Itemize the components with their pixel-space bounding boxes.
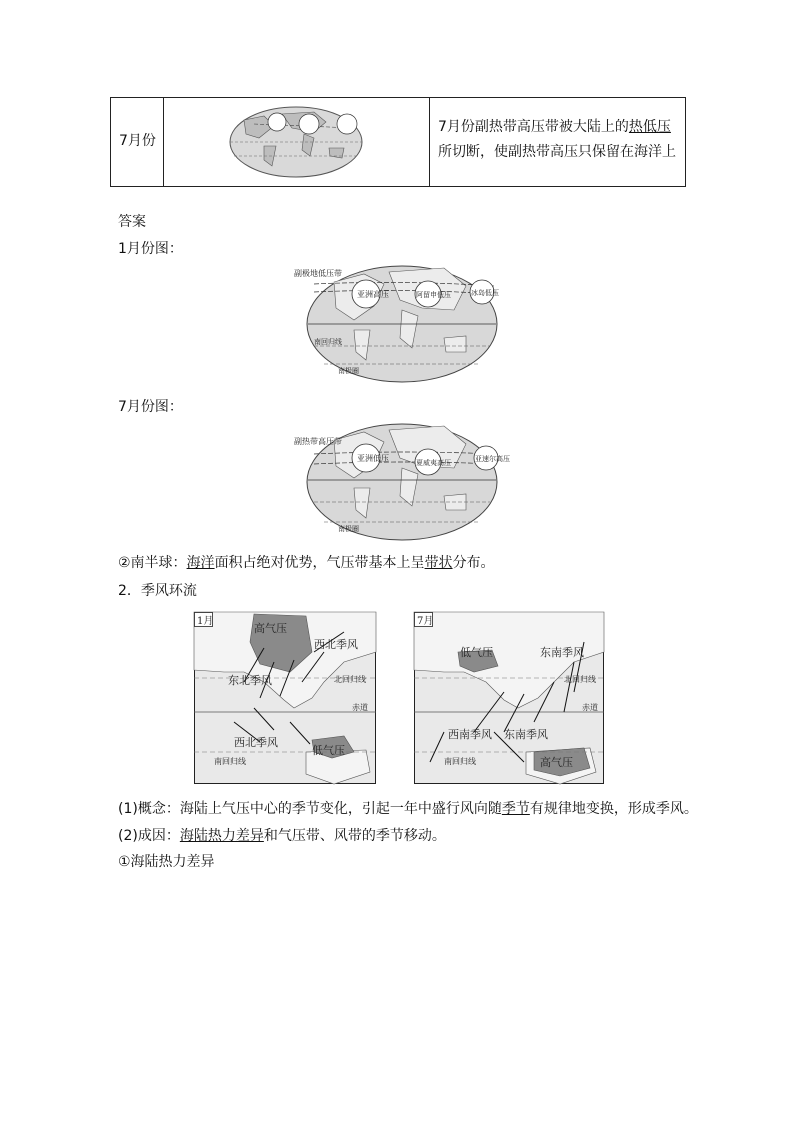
monsoon-jan-map bbox=[194, 612, 376, 784]
jan-south-pole-label: 南极圈 bbox=[338, 367, 359, 375]
monsoon-jul-tropic-n: 北回归线 bbox=[564, 675, 596, 684]
month-cell bbox=[111, 98, 164, 186]
southern-prefix: ②南半球： bbox=[118, 555, 187, 571]
concept-suffix: 有规律地变换，形成季风。 bbox=[529, 801, 698, 817]
jul-subtropical-label: 副热带高压带 bbox=[294, 437, 342, 446]
jan-tropic-label: 南回归线 bbox=[314, 338, 342, 346]
monsoon-jul-se2: 东南季风 bbox=[504, 728, 548, 741]
monsoon-jul-se: 东南季风 bbox=[540, 646, 584, 659]
desc-part-2: 所切断，使副热带高压只保留在海洋上 bbox=[438, 144, 676, 160]
southern-underline-band: 带状 bbox=[424, 555, 453, 571]
monsoon-jan-nw2: 西北季风 bbox=[234, 736, 278, 749]
monsoon-jul-low: 低气压 bbox=[460, 646, 493, 659]
cause-item-1: ①海陆热力差异 bbox=[118, 854, 215, 870]
month-label: 7月份 bbox=[119, 133, 156, 149]
monsoon-jan-equator: 赤道 bbox=[352, 703, 368, 712]
cause-suffix: 和气压带、风带的季节移动。 bbox=[263, 828, 446, 844]
jul-south-pole-label: 南极圈 bbox=[338, 525, 359, 533]
monsoon-jan-tag: 1月 bbox=[197, 616, 214, 627]
monsoon-jan-high: 高气压 bbox=[254, 622, 287, 635]
southern-mid: 面积占绝对优势，气压带基本上呈 bbox=[214, 555, 425, 571]
monsoon-jul-sw: 西南季风 bbox=[448, 728, 492, 741]
cause-underline: 海陆热力差异 bbox=[179, 828, 264, 844]
jan-subpolar-label: 副极地低压带 bbox=[294, 269, 342, 278]
concept-line bbox=[118, 798, 698, 818]
southern-underline-ocean: 海洋 bbox=[186, 555, 215, 571]
jan-label: 1月份图： bbox=[118, 241, 183, 257]
monsoon-jul-equator: 赤道 bbox=[582, 703, 598, 712]
jan-iceland-label: 冰岛低压 bbox=[471, 289, 499, 297]
answer-label: 答案 bbox=[118, 214, 146, 230]
jul-azores-label: 亚速尔高压 bbox=[475, 455, 510, 463]
concept-underline: 季节 bbox=[501, 801, 530, 817]
map-cell bbox=[164, 98, 430, 186]
desc-underline: 热低压 bbox=[628, 119, 671, 135]
description-cell bbox=[430, 98, 685, 186]
jan-world-map bbox=[294, 260, 504, 388]
desc-part-1: 7月份副热带高压带被大陆上的 bbox=[438, 119, 629, 135]
concept-prefix: (1)概念：海陆上气压中心的季节变化，引起一年中盛行风向随 bbox=[118, 801, 502, 817]
jul-asia-low-label: 亚洲低压 bbox=[357, 454, 389, 463]
description-text bbox=[438, 115, 678, 165]
jul-label: 7月份图： bbox=[118, 399, 183, 415]
cause-line bbox=[118, 825, 446, 845]
southern-hemisphere-line bbox=[118, 552, 495, 572]
jul-world-map bbox=[294, 418, 510, 546]
section-2-title: 2．季风环流 bbox=[118, 583, 197, 599]
jan-aleutian-label: 阿留申低压 bbox=[416, 291, 451, 299]
monsoon-jan-low: 低气压 bbox=[312, 744, 345, 757]
monsoon-jul-tropic-s: 南回归线 bbox=[444, 757, 476, 766]
southern-suffix: 分布。 bbox=[452, 555, 495, 571]
small-world-map bbox=[164, 98, 429, 186]
jul-hawaii-label: 夏威夷高压 bbox=[416, 459, 451, 467]
monsoon-jul-map bbox=[414, 612, 604, 784]
jan-asia-high-label: 亚洲高压 bbox=[357, 290, 389, 299]
monsoon-jan-tropic-n: 北回归线 bbox=[334, 675, 366, 684]
monsoon-jul-tag: 7月 bbox=[417, 616, 434, 627]
monsoon-jul-high: 高气压 bbox=[540, 756, 573, 769]
cause-prefix: (2)成因： bbox=[118, 828, 180, 844]
monsoon-jan-ne: 东北季风 bbox=[228, 674, 272, 687]
monsoon-jan-nw: 西北季风 bbox=[314, 638, 358, 651]
monsoon-jan-tropic-s: 南回归线 bbox=[214, 757, 246, 766]
pressure-table bbox=[110, 97, 686, 187]
